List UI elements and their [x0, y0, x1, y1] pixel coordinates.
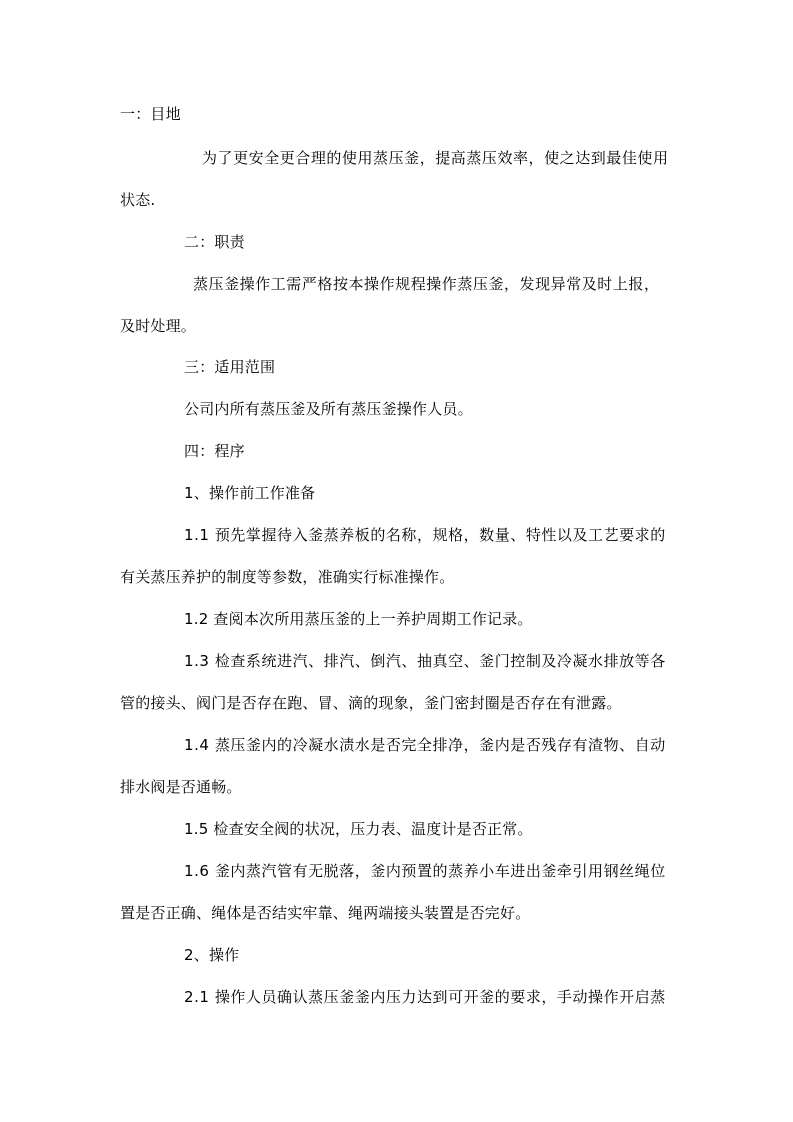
- paragraph-line: 1.3 检查系统进汽、排汽、倒汽、抽真空、釜门控制及冷凝水排放等各: [184, 652, 666, 670]
- paragraph-line: 1.5 检查安全阀的状况，压力表、温度计是否正常。: [184, 820, 533, 838]
- paragraph-line: 公司内所有蒸压釜及所有蒸压釜操作人员。: [184, 400, 473, 418]
- section-heading-procedure: 四：程序: [184, 442, 245, 460]
- paragraph-line: 为了更安全更合理的使用蒸压釜，提高蒸压效率，使之达到最佳使用: [202, 149, 669, 167]
- section-heading-scope: 三：适用范围: [184, 358, 276, 376]
- paragraph-line: 管的接头、阀门是否存在跑、冒、滴的现象，釜门密封圈是否存在有泄露。: [120, 694, 622, 712]
- paragraph-line: 2.1 操作人员确认蒸压釜釜内压力达到可开釜的要求，手动操作开启蒸: [184, 988, 666, 1006]
- paragraph-line: 排水阀是否通畅。: [120, 778, 242, 796]
- section-heading-purpose: 一：目地: [120, 105, 181, 123]
- paragraph-line: 置是否正确、绳体是否结实牢靠、绳两端接头装置是否完好。: [120, 904, 531, 922]
- paragraph-line: 及时处理。: [120, 317, 197, 335]
- section-heading-duty: 二：职责: [184, 233, 245, 251]
- subsection-heading: 2、操作: [184, 946, 240, 964]
- subsection-heading: 1、操作前工作准备: [184, 484, 316, 502]
- paragraph-line: 有关蒸压养护的制度等参数，准确实行标准操作。: [120, 568, 455, 586]
- paragraph-line: 1.4 蒸压釜内的冷凝水渍水是否完全排净，釜内是否残存有渣物、自动: [184, 736, 666, 754]
- paragraph-line: 1.6 釜内蒸汽管有无脱落，釜内预置的蒸养小车进出釜牵引用钢丝绳位: [184, 862, 666, 880]
- paragraph-line: 状态.: [120, 191, 156, 209]
- paragraph-line: 1.2 查阅本次所用蒸压釜的上一养护周期工作记录。: [184, 610, 533, 628]
- paragraph-line: 1.1 预先掌握待入釜蒸养板的名称，规格，数量、特性以及工艺要求的: [184, 526, 666, 544]
- paragraph-line: 蒸压釜操作工需严格按本操作规程操作蒸压釜，发现异常及时上报，: [193, 275, 660, 293]
